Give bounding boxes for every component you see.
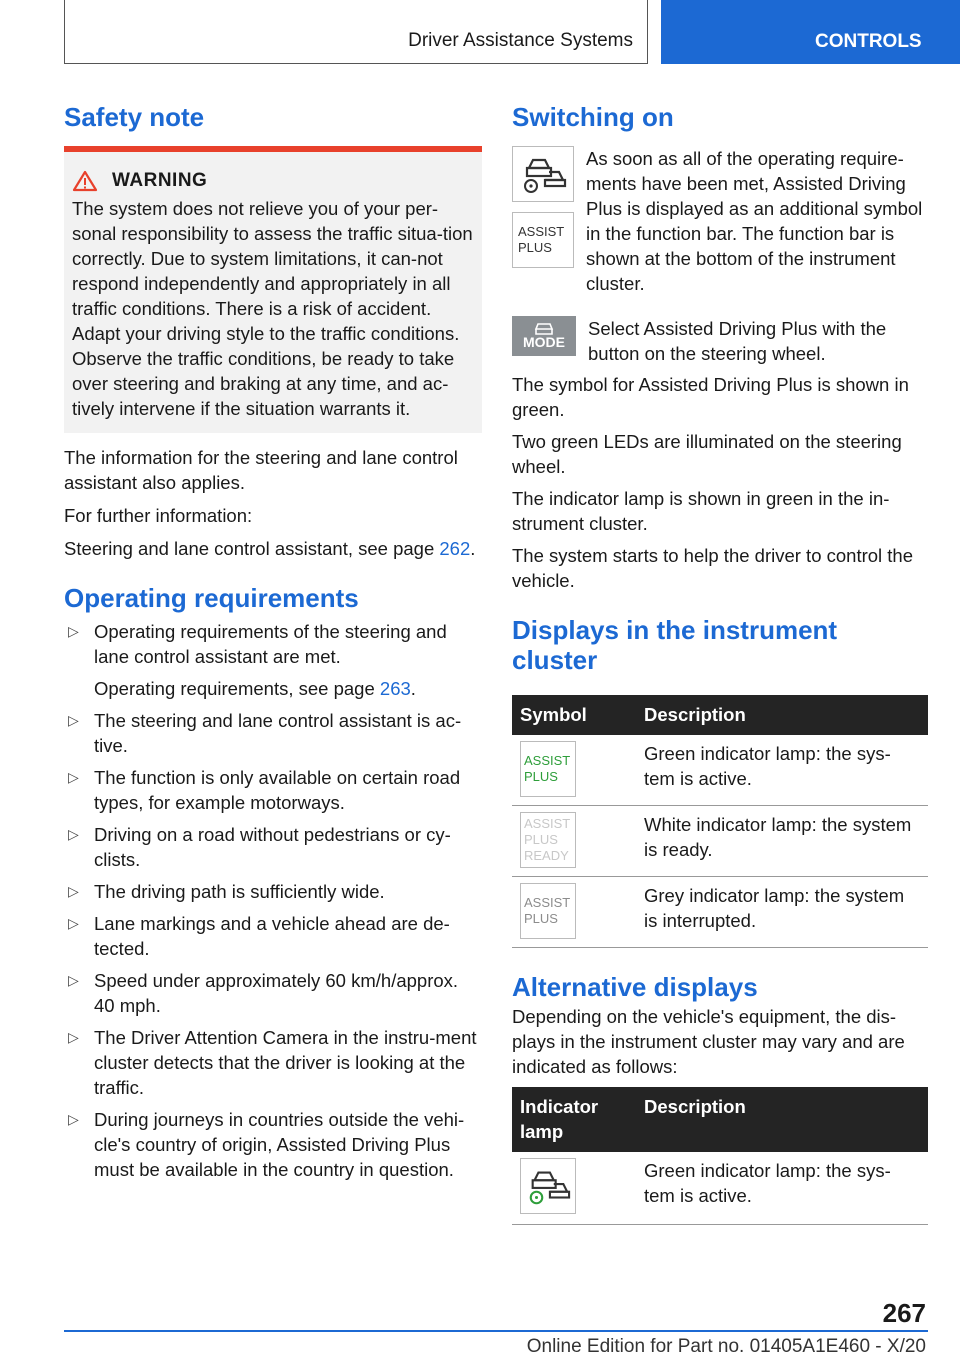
switching-on-intro xyxy=(512,146,928,296)
list-item: ▷ The steering and lane control assistant is ac-tive. xyxy=(68,710,462,756)
col-description-header: Description xyxy=(636,695,928,735)
list-item: ▷ The function is only available on certain road types, for example motorways. xyxy=(68,767,461,813)
triangle-bullet-icon: ▷ xyxy=(68,972,79,988)
header-section-title: Driver Assistance Systems xyxy=(408,30,633,51)
triangle-bullet-icon: ▷ xyxy=(68,623,79,639)
triangle-bullet-icon: ▷ xyxy=(68,883,79,899)
reference-end: . xyxy=(470,538,476,559)
alternative-intro: Depending on the vehicle's equipment, the dis-plays in the instrument cluster may vary and are indicated as follows: xyxy=(512,1006,905,1077)
further-info-paragraph: For further information: xyxy=(64,505,253,526)
row-description: Grey indicator lamp: the system is interrupted. xyxy=(636,877,928,948)
left-column xyxy=(64,100,482,1189)
header-chapter-title: CONTROLS xyxy=(815,31,922,52)
warning-box xyxy=(64,146,482,433)
steering-assist-icon xyxy=(512,146,574,202)
list-item: ▷ Lane markings and a vehicle ahead are de-tected. xyxy=(68,913,450,959)
triangle-bullet-icon: ▷ xyxy=(68,915,79,931)
row-description: White indicator lamp: the system is ready. xyxy=(636,806,928,877)
page-link-263[interactable]: 263 xyxy=(379,678,411,699)
switching-paragraph-3: The symbol for Assisted Driving Plus is shown in green. xyxy=(512,374,909,420)
assist-plus-green-icon: ASSIST PLUS xyxy=(520,741,576,797)
col-lamp-header: Indicator lamp xyxy=(512,1087,636,1152)
table-row xyxy=(512,806,928,877)
col-description-header: Description xyxy=(636,1087,928,1152)
operating-requirements-heading: Operating requirements xyxy=(64,583,359,613)
steering-assist-green-icon xyxy=(520,1158,576,1214)
warning-title xyxy=(72,170,474,192)
footer-divider xyxy=(64,1330,928,1332)
mode-button-icon: MODE xyxy=(512,316,576,356)
list-item-sub: Operating requirements, see page 263. xyxy=(94,678,416,699)
footer-edition: Online Edition for Part no. 01405A1E460 - X/20 xyxy=(526,1336,926,1357)
alternative-displays-heading: Alternative displays xyxy=(512,972,758,1002)
triangle-bullet-icon: ▷ xyxy=(68,712,79,728)
warning-label: WARNING xyxy=(112,170,208,191)
safety-note-heading: Safety note xyxy=(64,102,205,132)
switching-paragraph-6: The system starts to help the driver to control the vehicle. xyxy=(512,545,914,591)
triangle-bullet-icon: ▷ xyxy=(68,826,79,842)
assist-plus-grey-icon: ASSIST PLUS xyxy=(520,883,576,939)
list-item: ▷ Speed under approximately 60 km/h/approx. 40 mph. xyxy=(68,970,459,1016)
table-row xyxy=(512,735,928,806)
warning-triangle-icon xyxy=(72,170,98,192)
table-row xyxy=(512,877,928,948)
header-chapter-tab[interactable] xyxy=(661,0,960,64)
displays-table xyxy=(512,695,928,948)
page-link-262[interactable]: 262 xyxy=(439,538,471,559)
switching-paragraph-4: Two green LEDs are illuminated on the steering wheel. xyxy=(512,431,902,477)
triangle-bullet-icon: ▷ xyxy=(68,1111,79,1127)
list-item: ▷ Operating requirements of the steering and lane control assistant are met. Operating requirements, see page 263. xyxy=(64,619,482,701)
displays-heading: Displays in the instrument cluster xyxy=(512,615,838,675)
triangle-bullet-icon: ▷ xyxy=(68,1029,79,1045)
triangle-bullet-icon: ▷ xyxy=(68,769,79,785)
switching-paragraph-5: The indicator lamp is shown in green in the in-strument cluster. xyxy=(512,488,890,534)
right-column xyxy=(512,100,928,1225)
warning-text: The system does not relieve you of your per-sonal responsibility to assess the traffic situa-tion correctly. Due to system limitations, it can-not respond independently and appropriately in all traffic conditions. There is a risk of accident. Adapt your driving style to the traffic conditions. Observe the traffic conditions, be ready to take over steering and braking at any time, and ac-tively intervene if the situation warrants it. xyxy=(72,198,473,419)
row-description: Green indicator lamp: the sys-tem is active. xyxy=(636,735,928,806)
reference-text: Steering and lane control assistant, see page xyxy=(64,538,440,559)
mode-button-row xyxy=(512,316,928,366)
reference-paragraph xyxy=(64,536,482,561)
list-item: ▷ The Driver Attention Camera in the instru-ment cluster detects that the driver is looking at the traffic. xyxy=(68,1027,477,1098)
assist-plus-icon: ASSIST PLUS xyxy=(512,212,574,268)
row-description: Green indicator lamp: the sys-tem is active. xyxy=(636,1152,928,1225)
page-number: 267 xyxy=(882,1298,926,1328)
list-item: ▷ Driving on a road without pedestrians or cy-clists. xyxy=(68,824,451,870)
col-symbol-header: Symbol xyxy=(512,695,636,735)
switching-on-heading: Switching on xyxy=(512,102,674,132)
list-item: ▷ During journeys in countries outside the vehi-cle's country of origin, Assisted Driving Plus must be available in the country in question. xyxy=(68,1109,465,1180)
alternative-table xyxy=(512,1087,928,1225)
switching-paragraph-2: Select Assisted Driving Plus with the button on the steering wheel. xyxy=(588,318,887,364)
header-section-box xyxy=(64,0,648,64)
list-item: ▷ The driving path is sufficiently wide. xyxy=(68,881,385,902)
table-row xyxy=(512,1152,928,1225)
switching-paragraph-1: As soon as all of the operating require-ments have been met, Assisted Driving Plus is displayed as an additional symbol in the function bar. The function bar is shown at the bottom of the instrument cluster. xyxy=(586,148,923,294)
info-paragraph: The information for the steering and lane control assistant also applies. xyxy=(64,447,458,493)
requirements-list xyxy=(64,619,482,1182)
assist-plus-ready-white-icon: ASSIST PLUS READY xyxy=(520,812,576,868)
